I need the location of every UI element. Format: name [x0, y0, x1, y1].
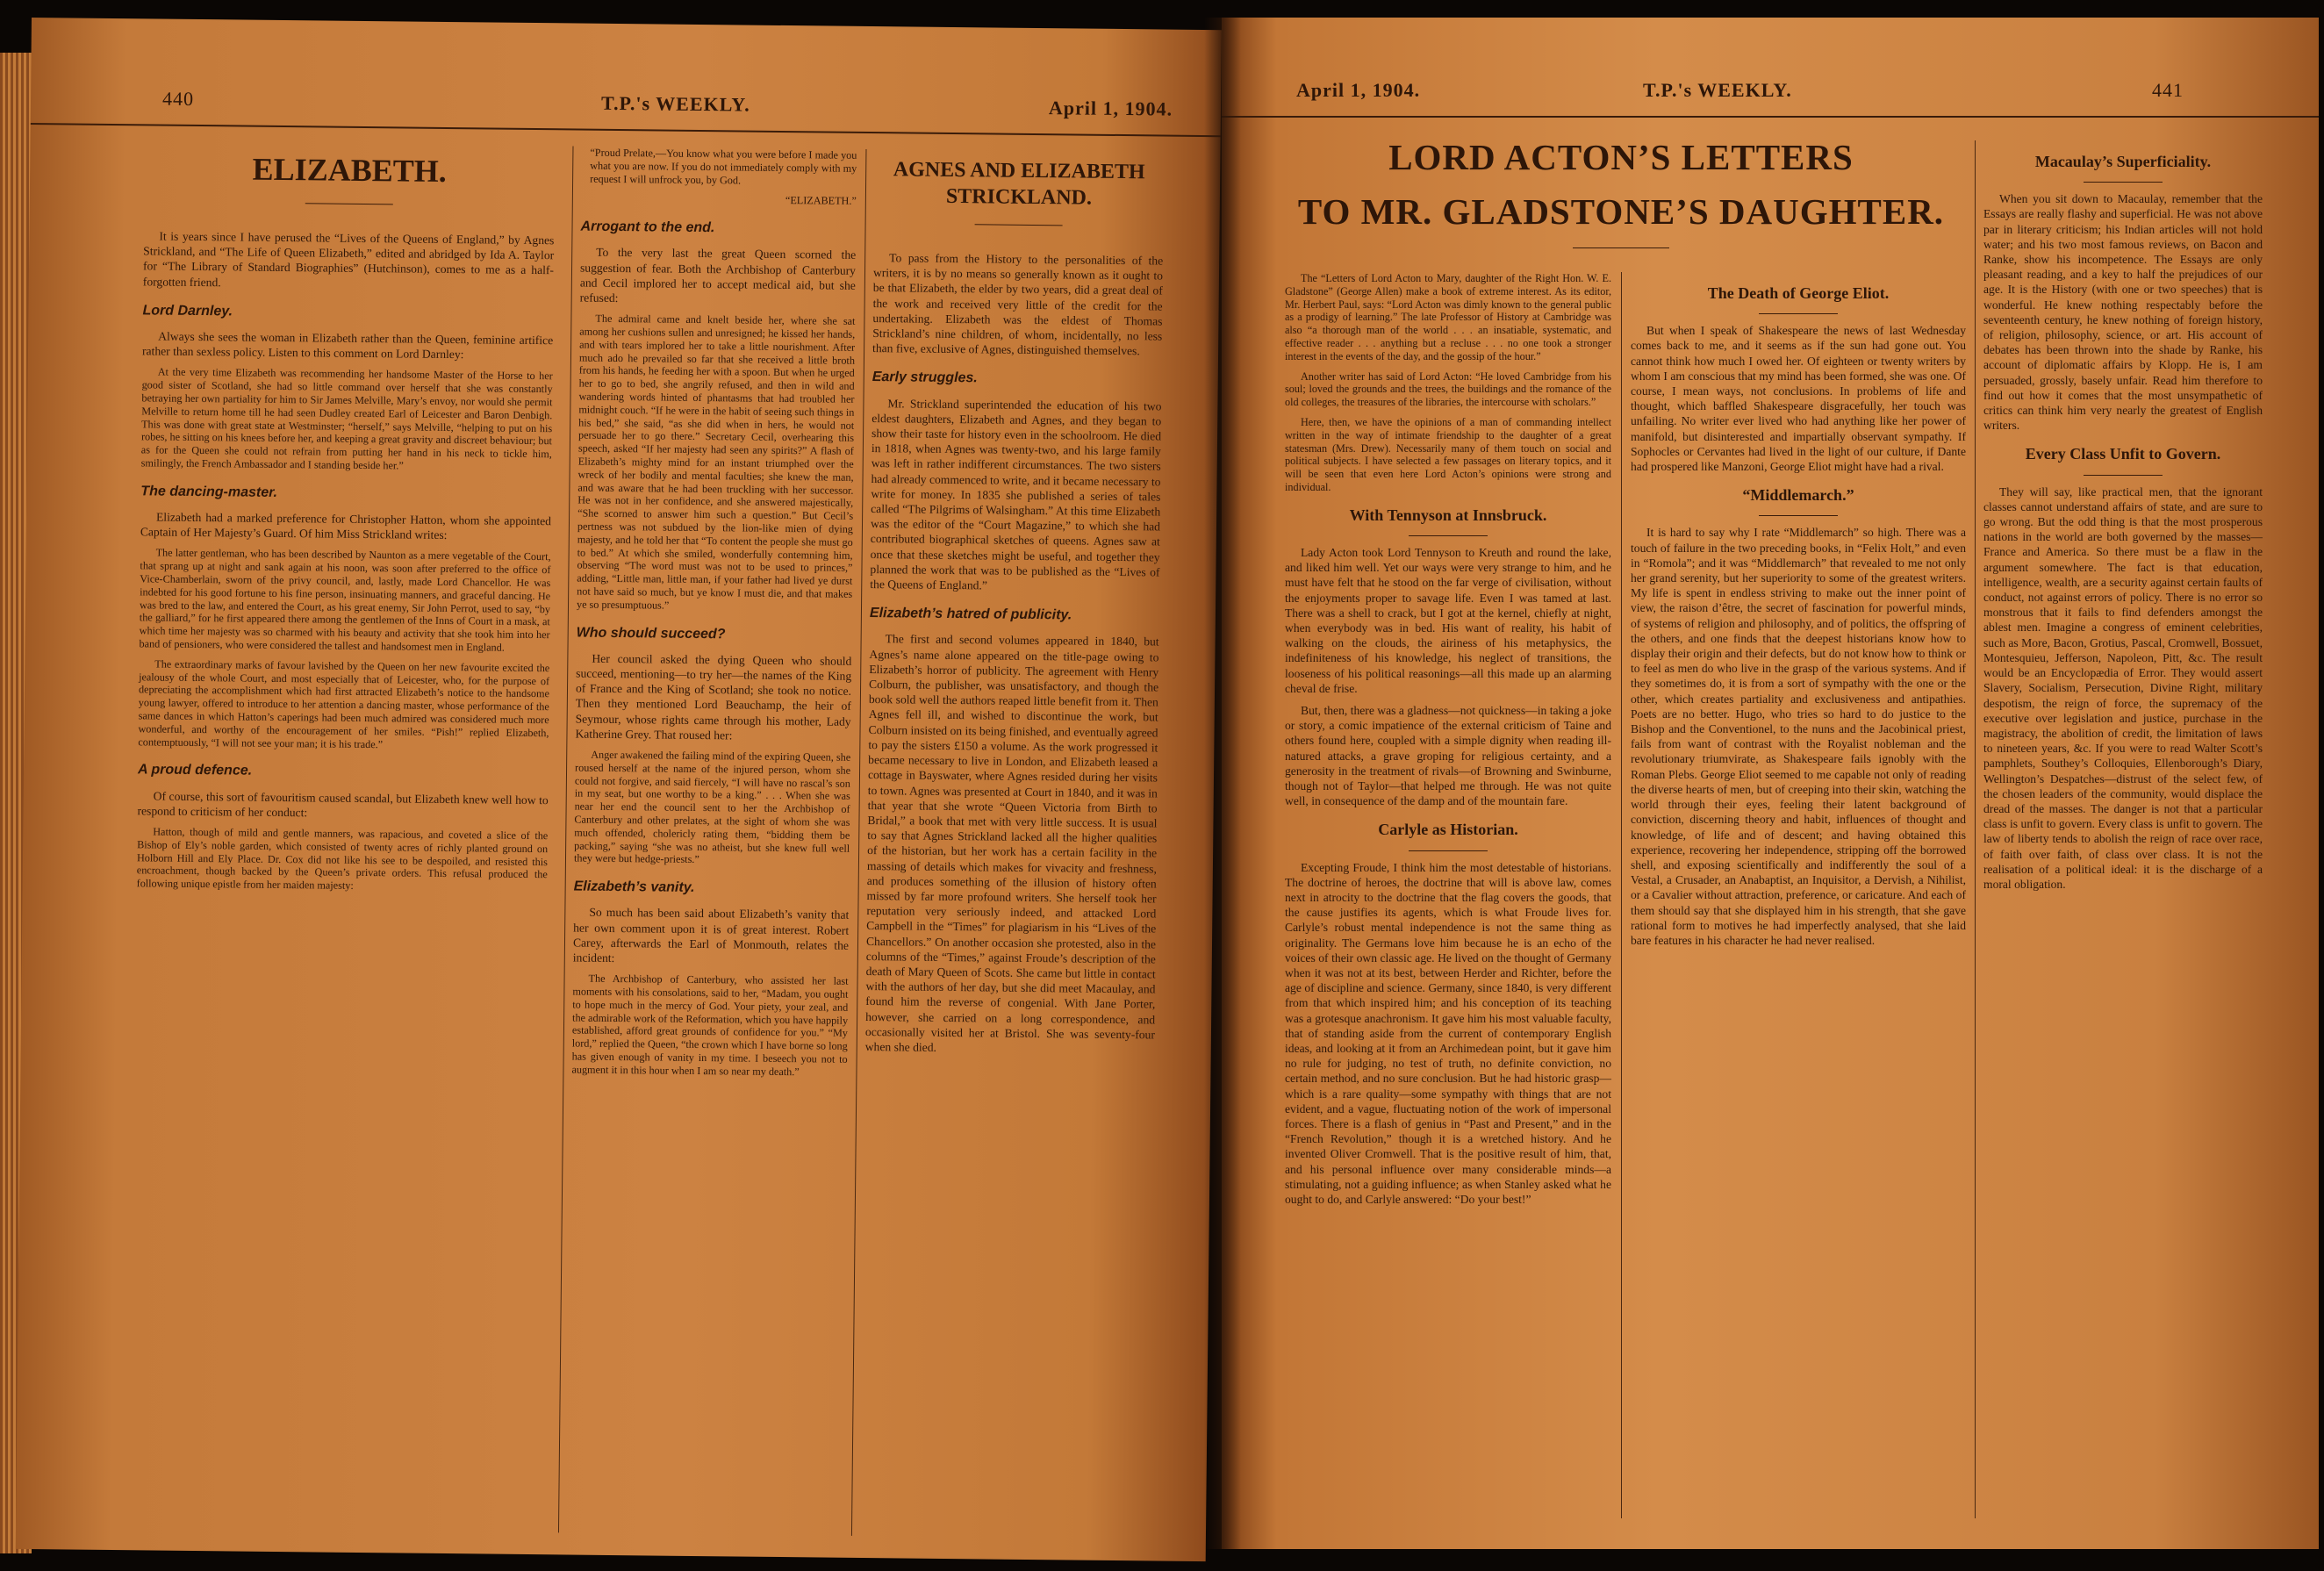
- elizabeth-intro: It is years since I have perused the “Lives of the Queens of England,” by Agnes Strickland, and “The Life of Queen Elizabeth,” edited and abridged by Ida A. Taylor for “The Library of Standard Biographies” (Hutchinson), comes to me as a half-forgotten friend.: [142, 229, 555, 289]
- acton-title-line-2: TO MR. GLADSTONE’S DAUGHTER.: [1297, 191, 1945, 232]
- acton-para-3: Here, then, we have the opinions of a man of commanding intellect written in the way of intimate friendship to the daughter of a great statesman (Mrs. Drew). Necessarily many of them touch on social and political subjects. I have selected a few passages on literary topics, and it will be seen that even here Lord Acton’s opinions were strong and individual.: [1285, 415, 1611, 493]
- heading-proud-defence: A proud defence.: [137, 762, 253, 779]
- heading-every-class: Every Class Unfit to Govern.: [1983, 447, 2263, 475]
- heading-arrogant: Arrogant to the end.: [580, 219, 715, 236]
- quote-dancing-1: The latter gentleman, who has been described by Naunton as a mere vegetable of the Court, that sprang up at night and sank again at his noon, was soon after preferred to the office of Vice-Chamberlain, sworn of the privy council, and, lastly, made Lord Chancellor. He was indebted for his good fortune to his fine person, insinuating manners, and graceful dancing. He was bred to the law, and entered the Court, as his great enemy, Sir John Perrot, used to say, “by the galliard,” for he first appeared there among the gentlemen of the Inns of Court in a mask, at which time her majesty was so charmed with his beauty and activity that she took him into her band of pensioners, who were considered the tallest and handsomest men in England.: [139, 546, 551, 654]
- article-title-strickland: AGNES AND ELIZABETH STRICKLAND.: [874, 156, 1165, 226]
- right-column-3: [1983, 140, 2263, 899]
- right-page-number: 441: [2152, 79, 2184, 101]
- quote-arrogant: The admiral came and knelt beside her, where she sat among her cushions sullen and unresigned; he kissed her hands, and with tears implored her to take a little nourishment. After much ado he prevailed so far that she received a little broth from his hands, he feeding her with a spoon. But when he urged her to go to bed, she angrily refused, and then in wild and wandering words hinted of phantasms that had troubled her midnight couch. “If he were in the habit of seeing such things in his bed,” she said, “as she did when in hers, he would not persuade her to go there.” Secretary Cecil, overhearing this speech, asked “If her majesty had seen any spirits?” A flash of Elizabeth’s mighty mind for an instant triumphed over the wreck of her bodily and mental faculties; she knew the man, and was aware that he had been truckling with her successor. He was not in her confidence, and she answered majestically, “She scorned to answer him such a question.” But Cecil’s pertness was not subdued by the lion-like mien of dying majesty, and he told her that “To content the people she must go to bed.” At which she smiled, wonderfully contemning him, observing “The word must was not to be used to princes,” adding, “Little man, little man, if your father had lived ye durst not have said so much, but ye know I must die, and that makes ye so presumptuous.”: [576, 312, 856, 612]
- para-tennyson: Lady Acton took Lord Tennyson to Kreuth and round the lake, and liked him well. Yet our ways were very strange to him, and he must have felt that he stood on the far verge of civilisation, without the enjoyments proper to savage life. Even I was tamed at last. There was a shell to crack, but I got at the kernel, chiefly at night, when everybody was in bed. His want of reality, his habit of walking on the clouds, the airiness of his metaphysics, the indefiniteness of his knowledge, his neglect of transitions, the looseness of his political reasonings—all this made up an alarming cheval de frise.: [1285, 545, 1611, 695]
- para-tennyson-2: But, then, there was a gladness—not quickness—in taking a joke or story, a comic impatience of the external criticism of Taine and others found here, coupled with a simple dignity when reading ill-natured attacks, a grave groping for religious certainty, and a generosity in the treatment of rivals—of Browning and Swinburne, though not of Taylor—that helped me through. He was not quite well, in consequence of the damp and of the mountain fare.: [1285, 703, 1611, 808]
- left-column-rule-1: [558, 146, 574, 1532]
- para-defence: Of course, this sort of favouritism caused scandal, but Elizabeth knew well how to respond to criticism of her conduct:: [137, 789, 549, 820]
- right-date: April 1, 1904.: [1296, 79, 1421, 101]
- quote-succeed: Anger awakened the failing mind of the expiring Queen, she roused herself at the name of the injured person, whom she could not forgive, and said fiercely, “I will have no rascal’s son in my seat, but one worthy to be a king.” . . . When she was near her end the council sent to her the Archbishop of Canterbury and other prelates, at the sight of whom she was much offended, cholericly rating them, “bidding them be packing,” saying “she was no atheist, but she knew full well they were but hedge-priests.”: [573, 748, 851, 866]
- left-masthead: T.P.'s WEEKLY.: [600, 91, 750, 116]
- strickland-intro: To pass from the History to the personalities of the writers, it is by no means so generally known as it ought to be that Elizabeth, the elder by two years, did a great deal of the work and received very little of the credit for the undertaking. Elizabeth was the eldest of Thomas Strickland’s nine children, of whom, incidentally, no less than five, exclusive of Agnes, distinguished themselves.: [872, 251, 1164, 358]
- para-every-class: They will say, like practical men, that the ignorant classes cannot understand affairs of state, and are sure to go wrong. But the odd thing is that the most prosperous nations in the world are both governed by the masses—France and America. So there must be a flaw in the argument somewhere. The fact is that education, intelligence, wealth, are a security against certain faults of conduct, not against errors of policy. There is no error so monstrous that it fails to find defenders amongst the ablest men. Imagine a congress of eminent celebrities, such as More, Bacon, Grotius, Pascal, Cromwell, Bossuet, Montesquieu, Jefferson, Napoleon, Pitt, &c. The result would be an Encyclopædia of Error. They would assert Slavery, Socialism, Persecution, Divine Right, military despotism, the reign of force, the supremacy of the executive over legislation and justice, purchase in the magistracy, the abolition of credit, the limitation of laws to nineteen years, &c. If you were to read Walter Scott’s pamphlets, Southey’s Colloquies, Ellenborough’s Diary, Wellington’s Despatches—distrust of the select few, of the chosen leaders of the community, would displace the dread of the masses. The danger is not that a particular class is unfit to govern. Every class is unfit to govern. The law of liberty tends to abolish the reign of race over race, of faith over faith, of class over class. It is not the realisation of a political ideal: it is the discharge of a moral obligation.: [1983, 484, 2263, 891]
- article-title-elizabeth: ELIZABETH.: [144, 148, 556, 206]
- right-masthead: T.P.'s WEEKLY.: [1643, 79, 1792, 101]
- left-running-head: [31, 70, 1222, 137]
- para-george-eliot: But when I speak of Shakespeare the news of last Wednesday comes back to me, and it seems as if the sun had gone out. You cannot think how much I owed her. Of eighteen or twenty writers by whom I am conscious that my mind has been formed, she was one. Of course, I mean ways, not conclusions. In problems of life and thought, which baffled Shakespeare disgracefully, her touch was unfailing. No writer ever lived who had anything like her power of manifold, but disinterested and impartially observant sympathy. If Sophocles or Cervantes had lived in the light of our culture, if Dante had prospered like Manzoni, George Eliot might have had a rival.: [1631, 324, 1966, 474]
- article-title-acton: [1274, 130, 1968, 248]
- left-date: April 1, 1904.: [1048, 97, 1173, 120]
- heading-hatred-publicity: Elizabeth’s hatred of publicity.: [869, 606, 1072, 623]
- acton-intro: The “Letters of Lord Acton to Mary, daughter of the Right Hon. W. E. Gladstone” (George Allen) make a book of extreme interest. As its editor, Mr. Herbert Paul, says: “Lord Acton was dimly known to the general public as a prodigy of learning.” The late Professor of History at Cambridge was also “a thorough man of the world . . . an insatiable, systematic, and effective reader . . . anything but a recluse . . . no one took a stronger interest in the events of the day, and the gossip of the hour.”: [1285, 272, 1611, 362]
- heading-carlyle: Carlyle as Historian.: [1285, 822, 1611, 850]
- heading-early-struggles: Early struggles.: [872, 369, 978, 386]
- right-column-2: [1631, 272, 1966, 955]
- para-middlemarch: It is hard to say why I rate “Middlemarch” so high. There was a touch of failure in the two preceding books, in “Felix Holt,” and even in “Romola”; and it was “Middlemarch” that revealed to me not only her grand serenity, but her superiority to some of the greatest writers. My life is spent in endless striving to make out the inner point of view, the raison d’être, the secret of fascination for powerful minds, of systems of religion and philosophy, and of politics, the offspring of the others, and one finds that the deepest historians know how to display their origin and their defects, but do not know how to think or to feel as men do who live in the grasp of the various systems. And if they sometimes do, it is from a sort of sympathy with the one or the other, which creates partiality and exclusiveness and antipathies. Poets are no better. Hugo, who tries so hard to do justice to the Bishop and the Conventionel, to the nuns and the Jacobinical priest, fails from want of contrast with the Royalist nobleman and the revolutionary triumvirate, as Shakespeare fails ignobly with the Roman Plebs. George Eliot seemed to me capable not only of reading the diverse hearts of men, but of creeping into their skin, watching the world through their eyes, feeling their latent background of conviction, discerning theory and habit, influences of thought and knowledge, of life and of descent; and having obtained this experience, recovering her independence, stripping off the borrowed shell, and exposing scientifically and indifferently the soul of a Vestal, a Crusader, an Anabaptist, an Inquisitor, a Dervish, a Nihilist, or a Cavalier without attraction, preference, or caricature. And each of them should say that she displayed him in his strength, that she gave rational form to motives he had imperfectly analysed, that she laid bare features in his character he had never realised.: [1631, 526, 1966, 947]
- para-succeed: Her council asked the dying Queen who should succeed, mentioning—to try her—the names of the King of France and the King of Scotland; she took no notice. Then they mentioned Lord Beauchamp, the heir of Seymour, whose rights came through his mother, Lady Katherine Grey. That roused her:: [575, 651, 852, 742]
- heading-tennyson: With Tennyson at Innsbruck.: [1285, 508, 1611, 536]
- heading-vanity: Elizabeth’s vanity.: [573, 879, 695, 896]
- heading-lord-darnley: Lord Darnley.: [142, 303, 233, 319]
- quote-defence: Hatton, though of mild and gentle manners, was rapacious, and coveted a slice of the Bishop of Ely’s noble garden, which consisted of twenty acres of richly planted ground on Holborn Hill and Ely Place. Dr. Cox did not like his see to be despoiled, and resisted this encroachment, though backed by the Queen’s private orders. This refusal produced the following unique epistle from her maiden majesty:: [136, 825, 549, 893]
- heading-george-eliot: The Death of George Eliot.: [1631, 286, 1966, 314]
- para-dancing: Elizabeth had a marked preference for Christopher Hatton, whom she appointed Captain of Her Majesty’s Guard. Of him Miss Strickland writes:: [140, 510, 552, 542]
- acton-para-2: Another writer has said of Lord Acton: “He loved Cambridge from his soul; loved the grounds and the trees, the buildings and the romance of the old colleges, the treasures of the libraries, the intercourse with scholars.”: [1285, 369, 1611, 409]
- para-carlyle: Excepting Froude, I think him the most detestable of historians. The doctrine of heroes, the doctrine that will is above law, comes next in atrocity to the doctrine that the flag covers the goods, that the cause justifies its agents, which is what Froude lives for. Carlyle’s robust mental independence is not the same thing as originality. The Germans love him because he is an echo of the voices of their own classic age. He lived on the thought of Germany when it was not at its best, between Herder and Richter, before the age of discipline and science. Germany, since 1840, is very different from that which inspired him; and his conception of its teaching was a grotesque anachronism. It gave him his most valuable faculty, that of standing aside from the current of contemporary English ideas, and looking at it from an Archimedean point, but it gave him no rule for judging, no test of truth, no definite conviction, no certain method, and no sure conclusion. But he had historic grasp—which is a rare quality—some sympathy with things that are not evident, and a vague, fluctuating notion of the work of impersonal forces. There is a flash of genius in “Past and Present,” and in the “French Revolution,” though it is a wretched history. And he invented Oliver Cromwell. That is the positive result of him, that, and his personal influence over many considerable minds—a stimulating, not a guiding influence; as when Stanley asked what he ought to do, and Carlyle answered: “Do your best!”: [1285, 860, 1611, 1207]
- para-arrogant: To the very last the great Queen scorned the suggestion of fear. Both the Archbishop of Canterbury and Cecil implored her to accept medical aid, but she refused:: [579, 246, 857, 305]
- left-column-1: [137, 141, 556, 901]
- letter-signature: “ELIZABETH.”: [785, 194, 857, 208]
- quote-darnley: At the very time Elizabeth was recommending her handsome Master of the Horse to her good sister of Scotland, she had so little command over herself that she was constantly betraying her own partiality for him to Sir James Melville, Mary’s envoy, nor would she permit Melville to return home till he had seen Dudley created Earl of Leicester and Baron Denbigh. This was done with great state at Westminster; “herself,” says Melville, “helping to put on his robes, he sitting on his knees before her, and keeping a great gravity and discreet behaviour; but as for the Queen she could not refrain from putting her hand in his neck to tickle him, smilingly, the French Ambassador and I standing beside her.”: [140, 365, 553, 472]
- quote-vanity: The Archbishop of Canterbury, who assisted her last moments with his consolations, said to her, “Madam, you ought to hope much in the mercy of God. Your piety, your zeal, and the admirable work of the Reformation, which you have happily established, afford great grounds of confidence for you.” “My lord,” replied the Queen, “the crown which I have borne so long has given enough of vanity in my time. I beseech you not to augment it in this hour when I am so near my death.”: [571, 972, 849, 1078]
- right-page: [1222, 18, 2319, 1549]
- left-column-2: [571, 147, 857, 1087]
- right-running-head: [1222, 63, 2319, 118]
- para-early: Mr. Strickland superintended the education of his two eldest daughters, Elizabeth and Agnes, and they began to show their taste for history even in the schoolroom. He died in 1818, when Agnes was twenty-two, and his large family was left in rather indifferent circumstances. The two sisters had already commenced to write, and it became necessary to write for money. In 1835 she published a series of tales called “The Pilgrims of Walsingham.” At this time Elizabeth was the editor of the “Court Magazine,” to which she had contributed biographical sketches of queens. Agnes saw at once that these sketches might be useful, and together they planned the work that was to be published as the “Lives of the Queens of England.”: [870, 396, 1162, 592]
- para-hatred: The first and second volumes appeared in 1840, but Agnes’s name alone appeared on the title-page owing to Elizabeth’s horror of publicity. The agreement with Henry Colburn, the publisher, was unsatisfactory, and though the book sold well the authors reaped little benefit from it. Then Agnes fell ill, and wished to discontinue the work, but Colburn insisted on its being finished, and eventually agreed to pay the sisters £150 a volume. As the work progressed it became necessary to live in London, and Elizabeth leased a cottage in Bayswater, where Agnes resided during her visits to town. Agnes was presented at Court in 1840, and it was in that year that she wrote “Queen Victoria from Birth to Bridal,” a book that met with very little success. It is usual to say that Agnes Strickland lacked all the higher qualities of the historian, but her work has a certain facility in the massing of details which makes for vivacity and freshness, and produces something of the illusion of history often missed by far more profound writers. She herself took her reputation very seriously indeed, and attacked Lord Campbell in the “Times” for plagiarism in his “Lives of the Chancellors.” On another occasion she protested, also in the columns of the “Times,” against Froude’s description of the death of Mary Queen of Scots. She came but little in contact with the authors of her day, but she did meet Macaulay, and found him the reverse of congenial. With Jane Porter, however, she carried on a long correspondence, and occasionally visited her at Bristol. She was seventy-four when she died.: [864, 632, 1159, 1054]
- left-column-3: [865, 149, 1165, 1065]
- quote-dancing-2: The extraordinary marks of favour lavished by the Queen on her new favourite excited the jealousy of the whole Court, and most especially that of Leicester, who, for the purpose of depreciating the accomplishment which had first attracted Elizabeth’s notice to the handsome young lawyer, offered to introduce to her attention a dancing master, whose performance of the same dances in which Hatton’s caperings had been much admired was considered much more wonderful, and worthy of the encouragement of her smiles. “Pish!” replied Elizabeth, contemptuously, “I will not see your man; it is his trade.”: [138, 657, 550, 750]
- para-darnley: Always she sees the woman in Elizabeth rather than the Queen, feminine artifice rather than sexless policy. Listen to this comment on Lord Darnley:: [141, 329, 554, 362]
- letter-proud-prelate: “Proud Prelate,—You know what you were before I made you what you are now. If you do not immediately comply with my request I will unfrock you, by God.: [590, 146, 857, 187]
- heading-succeed: Who should succeed?: [576, 625, 726, 642]
- heading-macaulay: Macaulay’s Superficiality.: [1983, 154, 2263, 183]
- left-page: [16, 18, 1222, 1561]
- left-page-number: 440: [161, 87, 195, 110]
- para-vanity: So much has been said about Elizabeth’s vanity that her own comment upon it is of great interest. Robert Carey, afterwards the Earl of Monmouth, relates the incident:: [572, 906, 850, 965]
- book-gutter-shadow: [1204, 18, 1241, 1549]
- heading-dancing-master: The dancing-master.: [140, 484, 278, 500]
- right-column-rule-1: [1621, 272, 1622, 1518]
- right-column-rule-2: [1975, 140, 1976, 1518]
- acton-title-line-1: LORD ACTON’S LETTERS: [1388, 137, 1854, 177]
- para-macaulay: When you sit down to Macaulay, remember that the Essays are really flashy and superficial. He was not above par in literary criticism; his Indian articles will not hold water; and his two most famous reviews, on Bacon and Ranke, show his incompetence. The Essays are only pleasant reading, and a key to half the prejudices of our age. It is the History (with one or two speeches) that is wonderful. He knew nothing respectably before the seventeenth century, he knew nothing of foreign history, of religion, philosophy, science, or art. His account of debates has been thrown into the shade by Ranke, his account of diplomatic affairs by Klopp. He is, I am persuaded, grossly, basely unfair. Read him therefore to find out how it comes that the most unsympathetic of critics can think him very nearly the greatest of English writers.: [1983, 192, 2263, 433]
- heading-middlemarch: “Middlemarch.”: [1631, 488, 1966, 516]
- right-column-1: [1285, 272, 1611, 1214]
